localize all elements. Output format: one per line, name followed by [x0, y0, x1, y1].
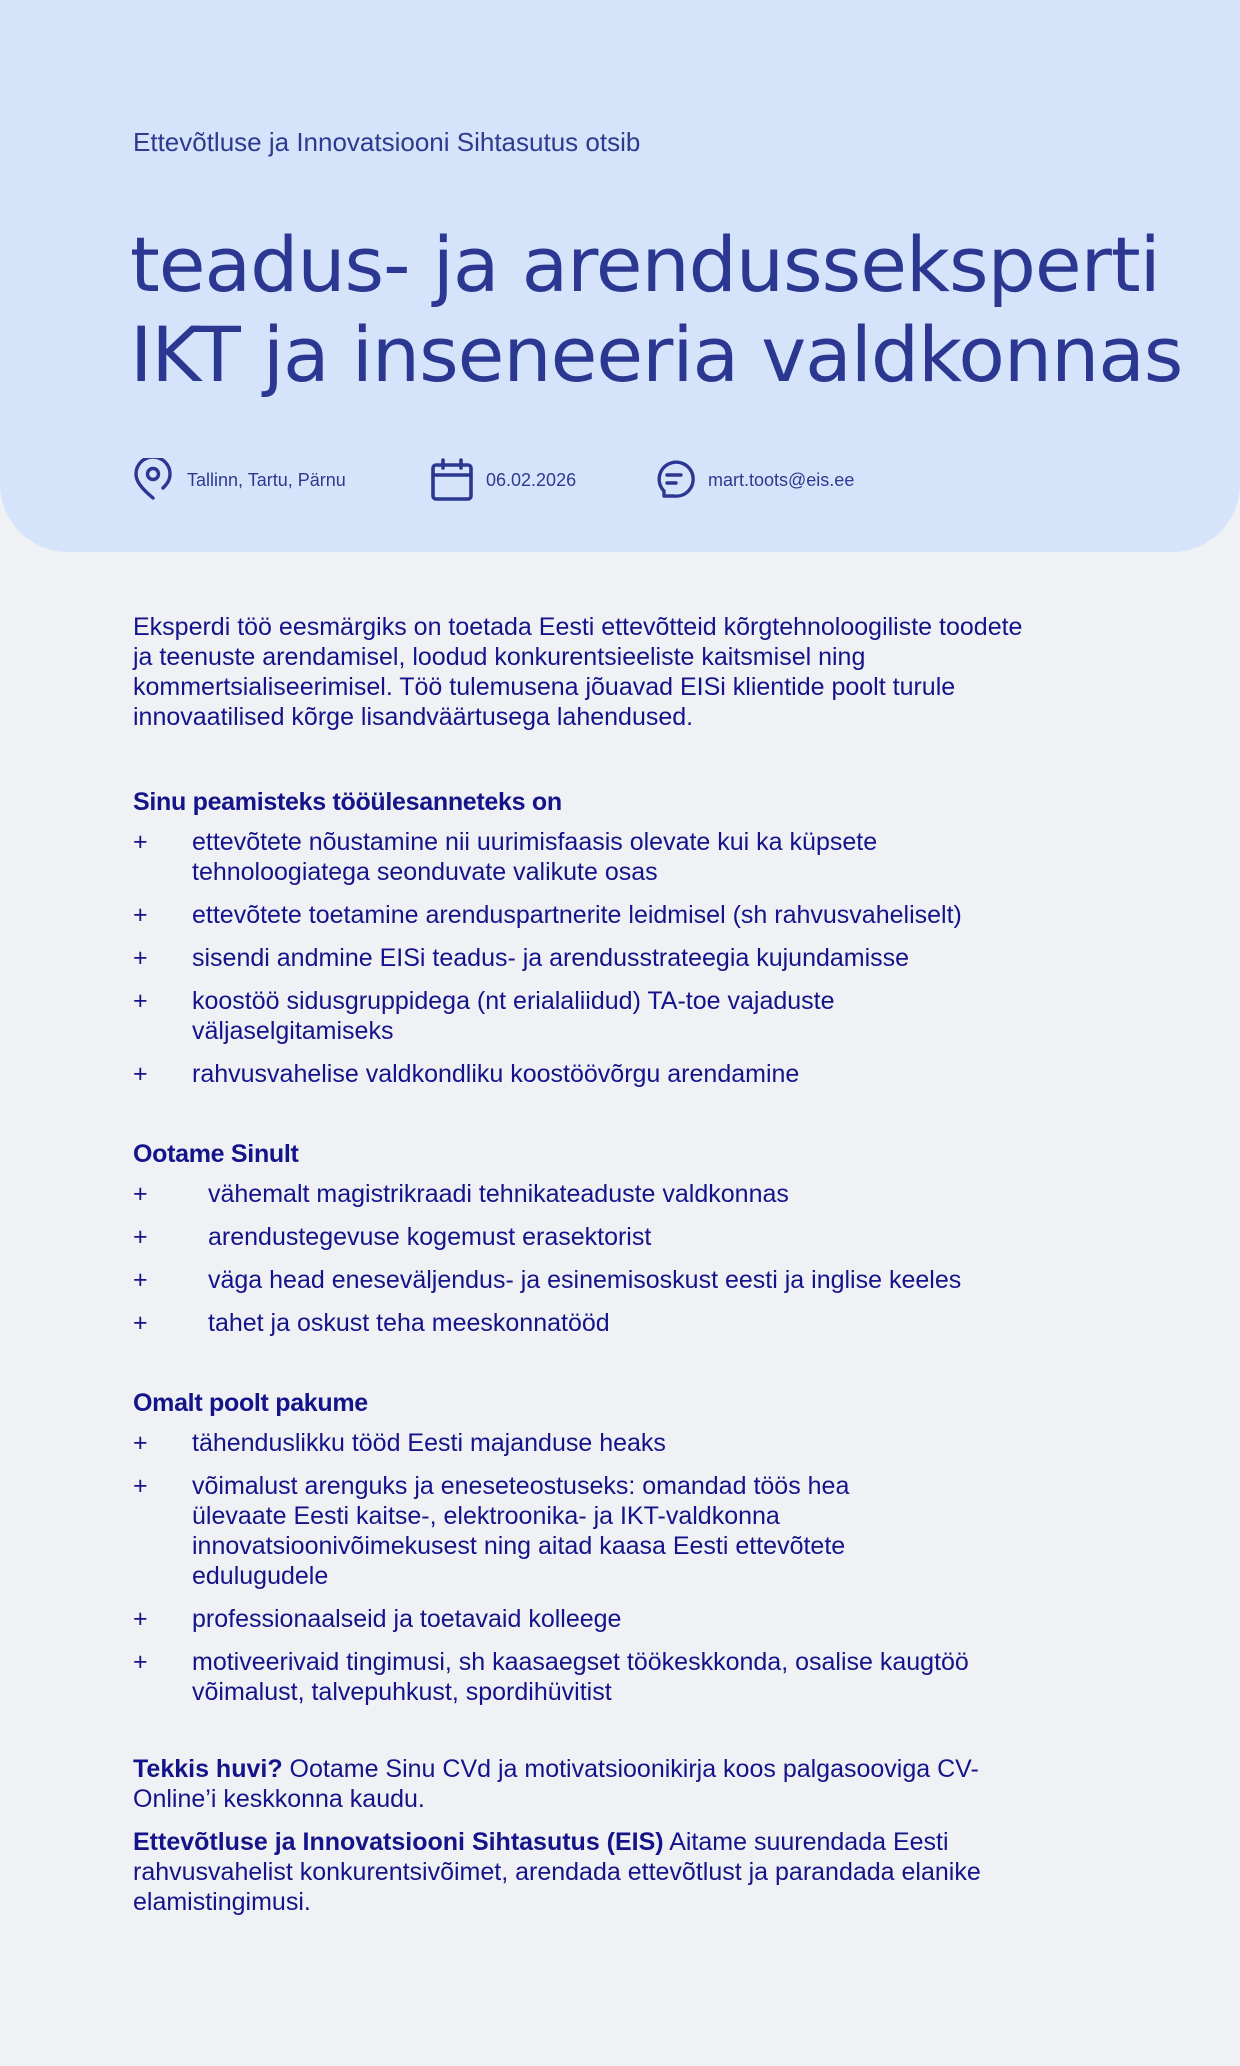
tasks-heading: Sinu peamisteks tööülesanneteks on: [133, 788, 562, 816]
about-lead: Ettevõtluse ja Innovatsiooni Sihtasutus (EIS): [133, 1828, 664, 1856]
plus-marker: +: [133, 944, 148, 972]
list-item-text: ettevõtete toetamine arenduspartnerite leidmisel (sh rahvusvaheliselt): [192, 901, 962, 929]
offer-list: [133, 1428, 1033, 1707]
requirements-list: [133, 1179, 1033, 1338]
list-item-text: rahvusvahelise valdkondliku koostöövõrgu arendamine: [192, 1060, 800, 1088]
list-item-text: vähemalt magistrikraadi tehnikateaduste valdkonnas: [208, 1180, 789, 1208]
list-item-text: arendustegevuse kogemust erasektorist: [208, 1223, 652, 1251]
location-pin-icon: [131, 458, 175, 502]
list-item: [133, 1265, 1033, 1295]
tasks-list: [133, 827, 1033, 1089]
list-item: [133, 1471, 1033, 1591]
chat-icon: [652, 458, 696, 502]
list-item: [133, 1179, 1033, 1209]
requirements-section: [133, 1139, 1033, 1338]
list-item-text: võimalust arenguks ja eneseteostuseks: omandad töös hea ülevaate Eesti kaitse-, elektroonika- ja IKT-valdkonna innovatsioonivõimekusest ning aitad kaasa Eesti ettevõtete edulugudele: [192, 1472, 850, 1590]
plus-marker: +: [133, 1648, 148, 1676]
date-text: 06.02.2026: [486, 469, 577, 490]
list-item: [133, 1604, 1033, 1634]
plus-marker: +: [133, 1429, 148, 1457]
plus-marker: +: [133, 1223, 148, 1251]
plus-marker: +: [133, 901, 148, 929]
contact-email-link[interactable]: mart.toots@eis.ee: [708, 469, 855, 490]
apply-lead: Tekkis huvi?: [133, 1755, 283, 1783]
header-banner: [0, 0, 1240, 552]
calendar-icon: [430, 458, 474, 502]
tasks-section: [133, 787, 1033, 1089]
plus-marker: +: [133, 1060, 148, 1088]
plus-marker: +: [133, 1605, 148, 1633]
location-info: [131, 456, 346, 504]
about-paragraph: [133, 1827, 1033, 1917]
requirements-heading: Ootame Sinult: [133, 1140, 299, 1168]
intro-paragraph: Eksperdi töö eesmärgiks on toetada Eesti ettevõtteid kõrgtehnoloogiliste toodete ja teenuste arendamisel, loodud konkurentsieeliste kaitsmisel ning kommertsialiseerimisel. Töö tulemusena jõuavad EISi klientide poolt turule innovaatilised kõrge lisandväärtusega lahendused.: [133, 613, 1023, 731]
list-item: [133, 943, 1033, 973]
list-item: [133, 986, 1033, 1046]
list-item-text: tahet ja oskust teha meeskonnatööd: [208, 1309, 610, 1337]
offer-heading: Omalt poolt pakume: [133, 1389, 368, 1417]
about-text: Aitame suurendada Eesti rahvusvahelist konkurentsivõimet, arendada ettevõtlust ja parandada elanike elamistingimusi.: [133, 1828, 981, 1916]
list-item-text: väga head eneseväljendus- ja esinemisoskust eesti ja inglise keeles: [208, 1266, 962, 1294]
list-item-text: koostöö sidusgruppidega (nt erialaliidud) TA-toe vajaduste väljaselgitamiseks: [192, 987, 835, 1045]
list-item: [133, 1308, 1033, 1338]
location-text: Tallinn, Tartu, Pärnu: [187, 469, 346, 490]
list-item-text: sisendi andmine EISi teadus- ja arendusstrateegia kujundamisse: [192, 944, 910, 972]
contact-info: [652, 456, 854, 504]
employer-line: Ettevõtluse ja Innovatsiooni Sihtasutus otsib: [133, 127, 641, 157]
apply-paragraph: [133, 1754, 1033, 1814]
list-item: [133, 1059, 1033, 1089]
list-item: [133, 1428, 1033, 1458]
plus-marker: +: [133, 828, 148, 856]
list-item-text: ettevõtete nõustamine nii uurimisfaasis olevate kui ka küpsete tehnoloogiatega seonduvate valikute osas: [192, 828, 878, 886]
plus-marker: +: [133, 1472, 148, 1500]
plus-marker: +: [133, 1266, 148, 1294]
job-title: [130, 220, 1182, 400]
job-description: [133, 612, 1033, 1930]
plus-marker: +: [133, 1180, 148, 1208]
job-title-line-1: teadus- ja arendusseksperti: [130, 220, 1160, 309]
list-item-text: motiveerivaid tingimusi, sh kaasaegset töökeskkonda, osalise kaugtöö võimalust, talvepuhkust, spordihüvitist: [192, 1648, 969, 1706]
list-item-text: professionaalseid ja toetavaid kolleege: [192, 1605, 622, 1633]
offer-section: [133, 1388, 1033, 1707]
job-title-line-2: IKT ja inseneeria valdkonnas: [130, 310, 1183, 399]
plus-marker: +: [133, 987, 148, 1015]
date-info: [430, 456, 576, 504]
plus-marker: +: [133, 1309, 148, 1337]
list-item: [133, 900, 1033, 930]
list-item: [133, 827, 1033, 887]
list-item: [133, 1647, 1033, 1707]
list-item-text: tähenduslikku tööd Eesti majanduse heaks: [192, 1429, 666, 1457]
apply-text: Ootame Sinu CVd ja motivatsioonikirja koos palgasooviga CV-Online’i keskkonna kaudu.: [133, 1755, 979, 1813]
list-item: [133, 1222, 1033, 1252]
